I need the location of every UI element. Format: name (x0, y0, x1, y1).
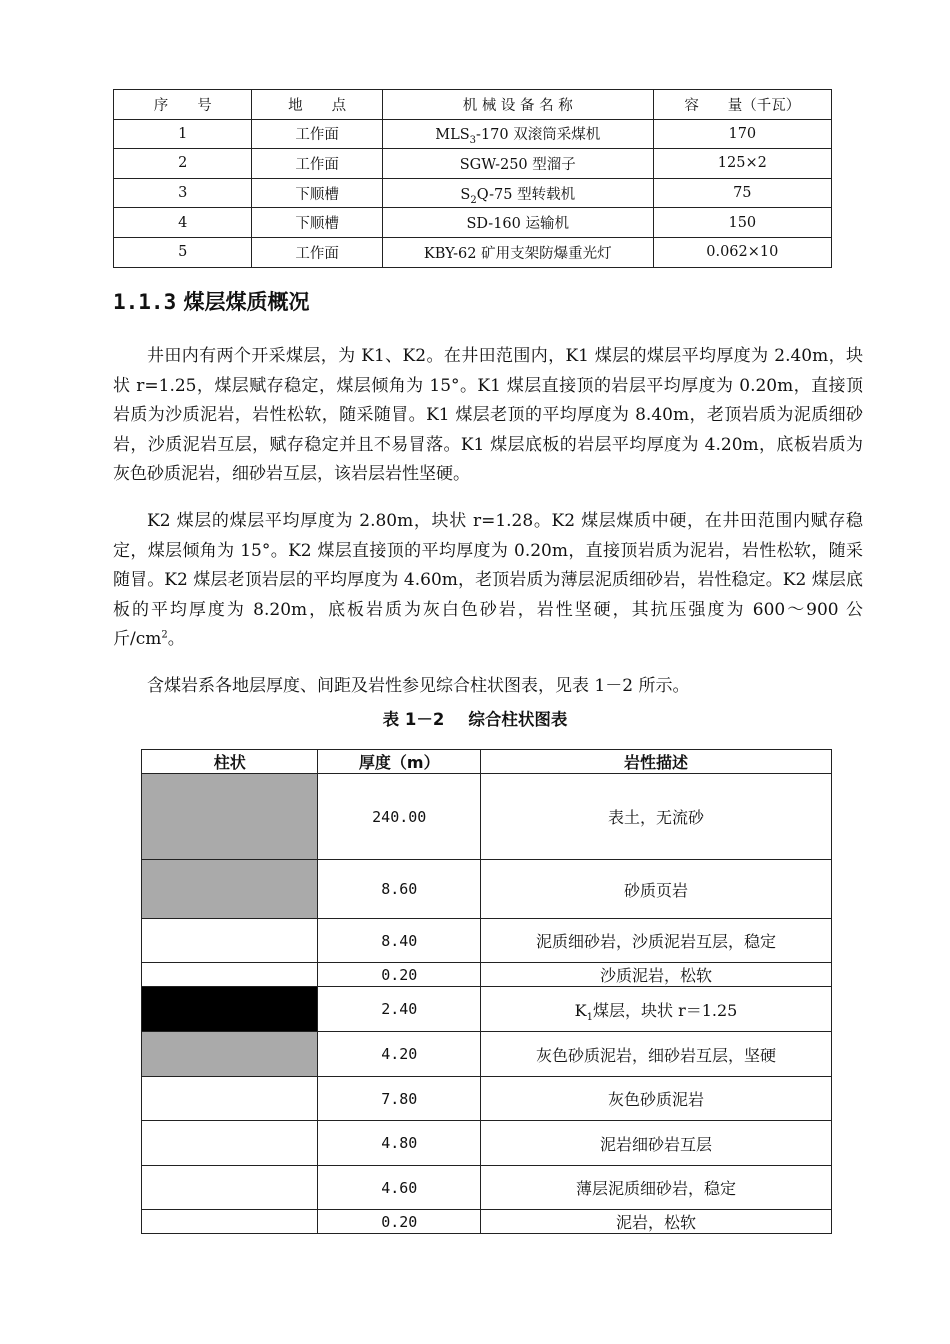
table-row (142, 919, 832, 963)
strata-swatch (142, 1077, 318, 1121)
equip-capacity: 150 (653, 208, 831, 238)
caption-title: 综合柱状图表 (468, 710, 568, 729)
table-row (114, 149, 832, 179)
section-title: 煤层煤质概况 (183, 290, 310, 314)
strata-swatch (142, 1210, 318, 1234)
table-row (142, 1121, 832, 1166)
strata-header-column: 柱状 (142, 750, 318, 774)
strata-description: 灰色砂质泥岩，细砂岩互层，坚硬 (481, 1032, 832, 1077)
equip-name: $S_2Q-75$ 型转载机 (382, 178, 653, 208)
strata-description: $K_1$煤层，块状 r＝1.25 (481, 987, 832, 1032)
strata-thickness: 0.20 (318, 1210, 481, 1234)
equip-no: 1 (114, 119, 252, 149)
strata-description: 泥岩细砂岩互层 (481, 1121, 832, 1166)
equip-name: SGW-250 型溜子 (382, 149, 653, 179)
paragraph-k2: K2 煤层的煤层平均厚度为 2.80m，块状 r=1.28。K2 煤层煤质中硬，在井田范围内赋存稳定，煤层倾角为 15°。K2 煤层直接顶的平均厚度为 0.20m，直接顶岩质为泥岩，岩性松软，随采随冒。K2 煤层老顶岩层的平均厚度为 4.60m，老顶岩质为薄层泥质细砂岩，岩性稳定。K2 煤层底板的平均厚度为 8.20m，底板岩质为灰白色砂岩，岩性坚硬，其抗压强度为 600～900 公斤$/cm^2$。 (113, 511, 863, 649)
equip-capacity: 170 (653, 119, 831, 149)
strata-description: 薄层泥质细砂岩，稳定 (481, 1166, 832, 1210)
table-row (114, 119, 832, 149)
equip-name: KBY-62 矿用支架防爆重光灯 (382, 237, 653, 267)
strata-table (141, 749, 832, 1234)
strata-description: 表土，无流砂 (481, 774, 832, 860)
strata-swatch (142, 1032, 318, 1077)
strata-description: 砂质页岩 (481, 860, 832, 919)
table-row (142, 1077, 832, 1121)
strata-description: 灰色砂质泥岩 (481, 1077, 832, 1121)
table-row (142, 963, 832, 987)
equip-place: 下顺槽 (252, 208, 382, 238)
equip-header-capacity: 容 量（千瓦） (653, 90, 831, 120)
equip-no: 5 (114, 237, 252, 267)
table-row (114, 237, 832, 267)
strata-thickness: 240.00 (318, 774, 481, 860)
strata-swatch (142, 1166, 318, 1210)
strata-swatch (142, 860, 318, 919)
equipment-table (113, 89, 832, 268)
strata-thickness: 4.20 (318, 1032, 481, 1077)
strata-thickness: 7.80 (318, 1077, 481, 1121)
strata-swatch (142, 774, 318, 860)
caption-label: 表 1－2 (382, 710, 445, 729)
equip-place: 工作面 (252, 237, 382, 267)
equip-place: 工作面 (252, 149, 382, 179)
strata-swatch (142, 987, 318, 1032)
equip-header-place: 地 点 (252, 90, 382, 120)
strata-description: 泥质细砂岩，沙质泥岩互层，稳定 (481, 919, 832, 963)
section-number: 1.1.3 (113, 290, 177, 314)
table-row (114, 208, 832, 238)
equip-place: 工作面 (252, 119, 382, 149)
strata-description: 泥岩，松软 (481, 1210, 832, 1234)
strata-thickness: 4.60 (318, 1166, 481, 1210)
strata-header-description: 岩性描述 (481, 750, 832, 774)
equipment-header-row (114, 90, 832, 120)
equip-no: 3 (114, 178, 252, 208)
strata-thickness: 8.60 (318, 860, 481, 919)
section-heading (113, 286, 310, 316)
equip-name: SD-160 运输机 (382, 208, 653, 238)
table-row (142, 1210, 832, 1234)
strata-thickness: 4.80 (318, 1121, 481, 1166)
equip-no: 2 (114, 149, 252, 179)
equip-capacity: 75 (653, 178, 831, 208)
strata-swatch (142, 1121, 318, 1166)
strata-thickness: 2.40 (318, 987, 481, 1032)
equip-capacity: 0.062×10 (653, 237, 831, 267)
equip-name: $MLS_3-170$ 双滚筒采煤机 (382, 119, 653, 149)
table-row (142, 1032, 832, 1077)
strata-thickness: 8.40 (318, 919, 481, 963)
table-caption (0, 706, 950, 730)
strata-header-row (142, 750, 832, 774)
paragraph-reference: 含煤岩系各地层厚度、间距及岩性参见综合柱状图表，见表 1－2 所示。 (147, 676, 690, 696)
table-row (142, 987, 832, 1032)
strata-header-thickness: 厚度（m） (318, 750, 481, 774)
equip-header-no: 序 号 (114, 90, 252, 120)
table-row (114, 178, 832, 208)
equip-header-name: 机 械 设 备 名 称 (382, 90, 653, 120)
equip-no: 4 (114, 208, 252, 238)
equip-place: 下顺槽 (252, 178, 382, 208)
strata-description: 沙质泥岩，松软 (481, 963, 832, 987)
paragraph-k1: 井田内有两个开采煤层，为 K1、K2。在井田范围内，K1 煤层的煤层平均厚度为 2.40m，块状 r=1.25，煤层赋存稳定，煤层倾角为 15°。K1 煤层直接顶的岩层平均厚度为 0.20m，直接顶岩质为沙质泥岩，岩性松软，随采随冒。K1 煤层老顶的平均厚度为 8.40m，老顶岩质为泥质细砂岩，沙质泥岩互层，赋存稳定并且不易冒落。K1 煤层底板的岩层平均厚度为 4.20m，底板岩质为灰色砂质泥岩，细砂岩互层，该岩层岩性坚硬。 (113, 346, 863, 484)
table-row (142, 860, 832, 919)
strata-thickness: 0.20 (318, 963, 481, 987)
strata-swatch (142, 963, 318, 987)
table-row (142, 774, 832, 860)
strata-swatch (142, 919, 318, 963)
table-row (142, 1166, 832, 1210)
equip-capacity: 125×2 (653, 149, 831, 179)
